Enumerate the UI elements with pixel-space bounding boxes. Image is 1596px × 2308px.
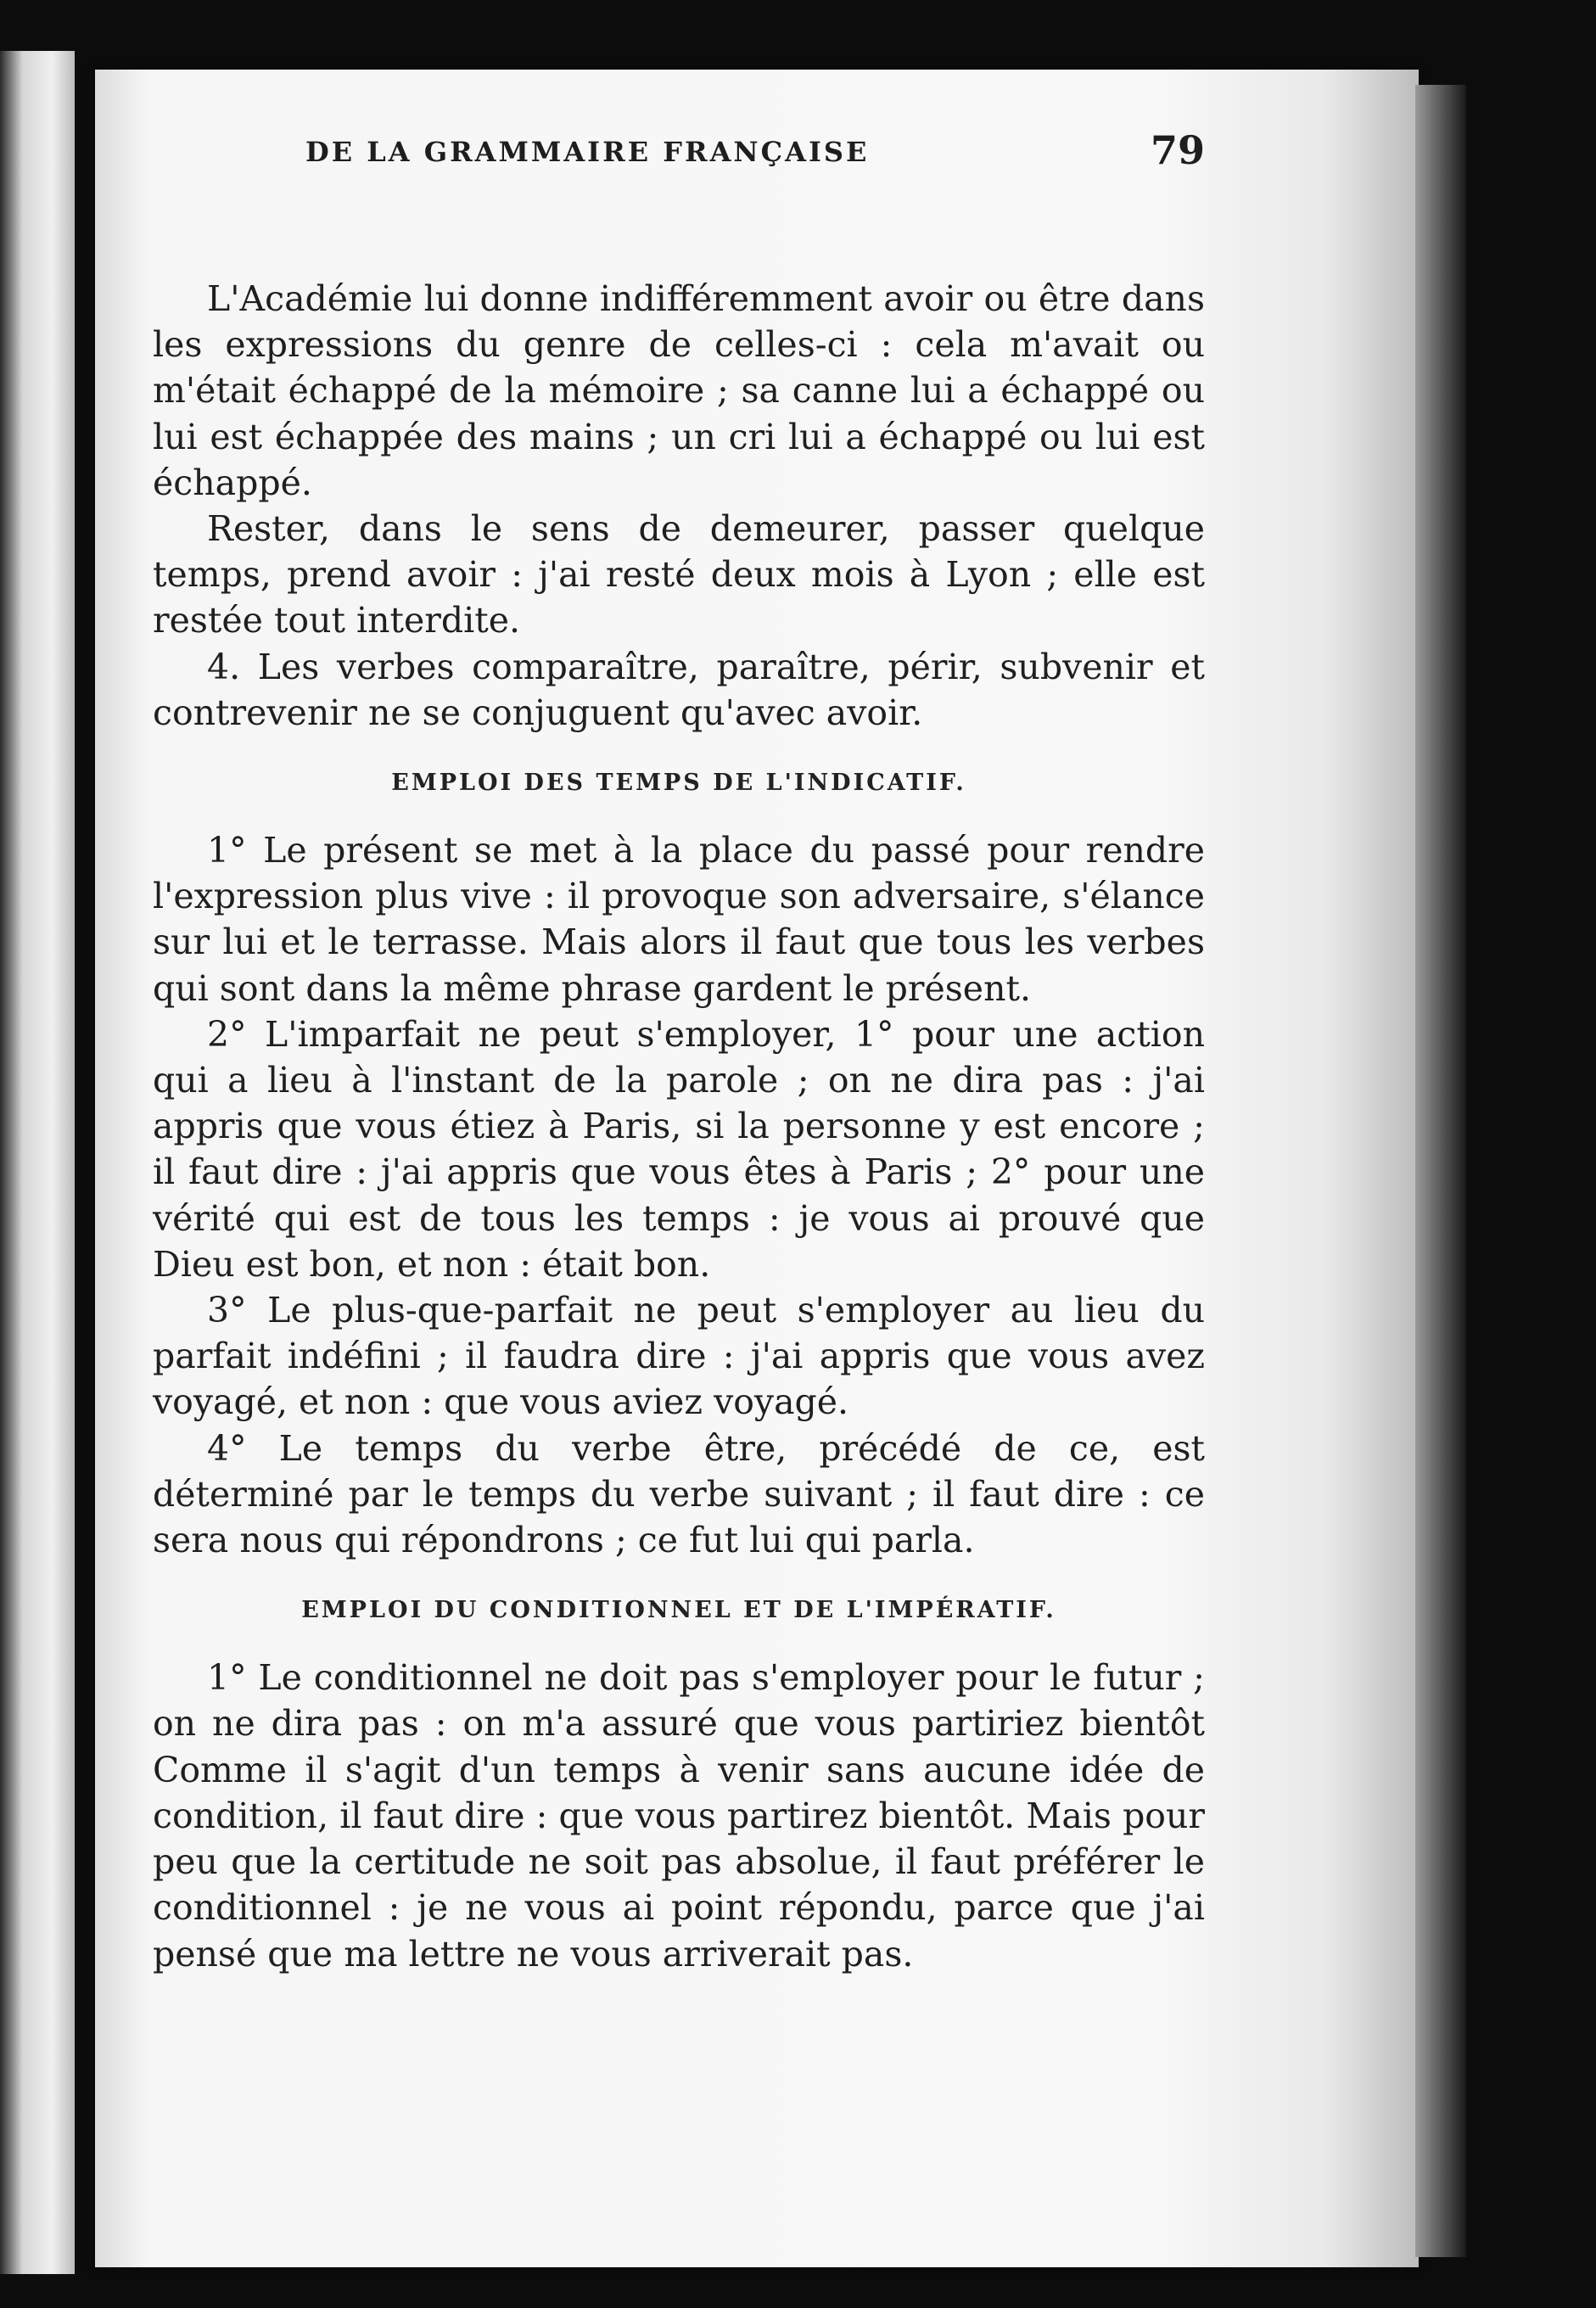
paragraph-rester: Rester, dans le sens de demeurer, passer quelque temps, prend avoir : j'ai resté deux mois à Lyon ; elle est restée tout interdite. — [153, 508, 1205, 641]
running-head-title: DE LA GRAMMAIRE FRANÇAISE — [305, 136, 870, 168]
paragraph-academie: L'Académie lui donne indifféremment avoir ou être dans les expressions du genre de celles-ci : cela m'avait ou m'était échappé de la mémoire ; sa canne lui a échappé ou lui est échappée des mains ; un cri lui a échappé ou lui est échappé. — [153, 278, 1205, 503]
section-heading-conditionnel: EMPLOI DU CONDITIONNEL ET DE L'IMPÉRATIF. — [301, 1597, 1056, 1624]
previous-leaf-edge — [0, 51, 75, 2274]
section-heading-indicatif: EMPLOI DES TEMPS DE L'INDICATIF. — [391, 770, 966, 797]
page-number: 79 — [1150, 127, 1205, 173]
paragraph-conditionnel: 1° Le conditionnel ne doit pas s'employer pour le futur ; on ne dira pas : on m'a assuré que vous partiriez bientôt Comme il s'agit d'un temps à venir sans aucune idée de condition, il faut dire : que vous partirez bientôt. Mais pour peu que la certitude ne soit pas absolue, il faut préférer le conditionnel : je ne vous ai point répondu, parce que j'ai pensé que ma lettre ne vous arriverait pas. — [153, 1657, 1205, 1975]
paragraph-imparfait: 2° L'imparfait ne peut s'employer, 1° pour une action qui a lieu à l'instant de la parole ; on ne dira pas : j'ai appris que vous étiez à Paris, si la personne y est encore ; il faut dire : j'ai appris que vous êtes à Paris ; 2° pour une vérité qui est de tous les temps : je vous ai prouvé que Dieu est bon, et non : était bon. — [153, 1013, 1205, 1285]
paragraph-present: 1° Le présent se met à la place du passé pour rendre l'expression plus vive : il provoque son adversaire, s'élance sur lui et le terrasse. Mais alors il faut que tous les verbes qui sont dans la même phrase gardent le présent. — [153, 830, 1205, 1009]
page-body — [153, 276, 1205, 1977]
running-head — [305, 127, 1239, 187]
page-gutter-shadow — [1415, 85, 1466, 2257]
paragraph-plus-que-parfait: 3° Le plus-que-parfait ne peut s'employer au lieu du parfait indéfini ; il faudra dire : j'ai appris que vous avez voyagé, et non : que vous aviez voyagé. — [153, 1290, 1205, 1423]
paragraph-verbe-etre: 4° Le temps du verbe être, précédé de ce, est déterminé par le temps du verbe suivant ; il faut dire : ce sera nous qui répondrons ; ce fut lui qui parla. — [153, 1427, 1205, 1561]
paragraph-verbes-avoir: 4. Les verbes comparaître, paraître, périr, subvenir et contrevenir ne se conjuguent qu'avec avoir. — [153, 646, 1205, 733]
